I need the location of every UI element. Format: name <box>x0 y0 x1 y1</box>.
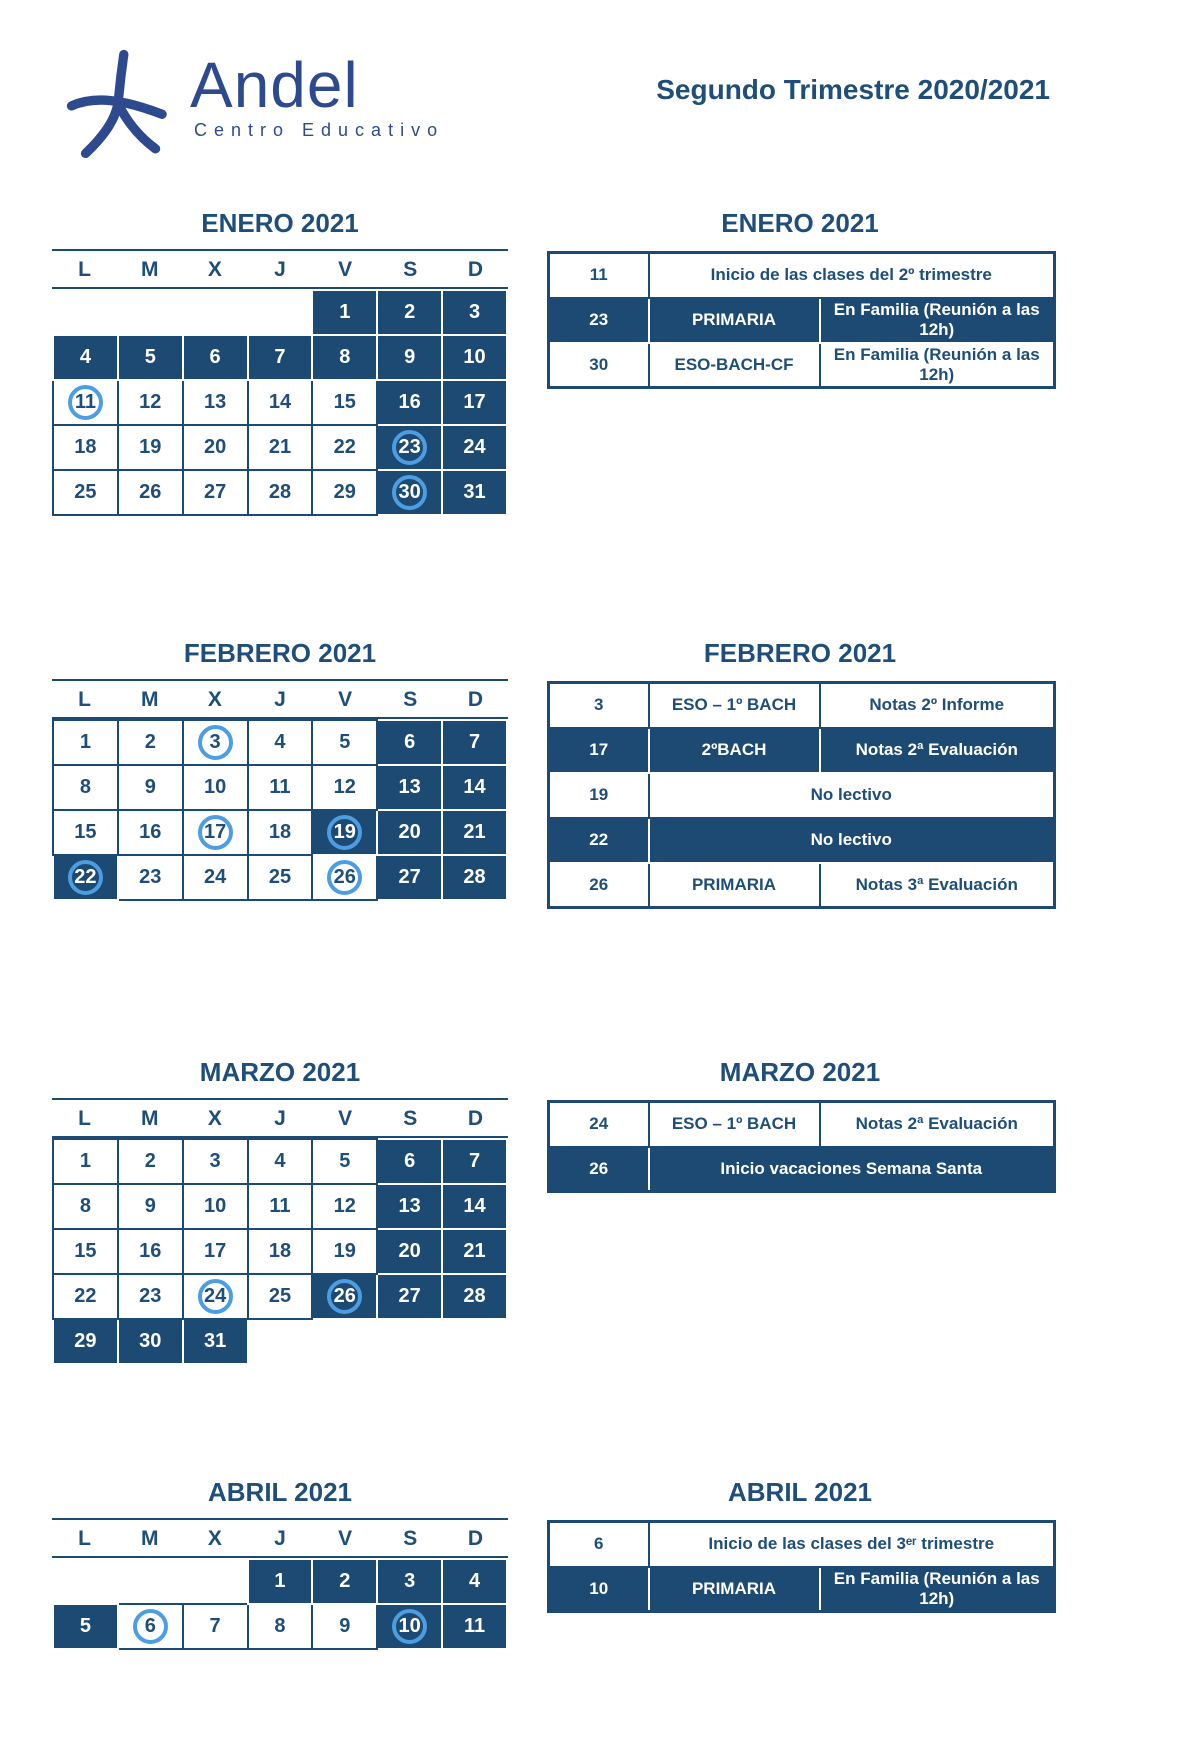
event-row <box>549 1102 1055 1147</box>
event-date-cell: 22 <box>549 818 649 863</box>
calendar-day-cell <box>183 1274 248 1319</box>
calendar-day-cell: 30 <box>118 1319 183 1364</box>
calendar-day-cell: 16 <box>118 810 183 855</box>
calendar-day-cell <box>312 855 377 900</box>
event-description-cell: No lectivo <box>649 818 1055 863</box>
event-description-cell: Inicio de las clases del 2º trimestre <box>649 253 1055 298</box>
calendar-empty-cell <box>53 1559 118 1604</box>
calendar-day-cell <box>377 1604 442 1649</box>
calendar-week-row <box>53 765 507 810</box>
weekday-label: X <box>207 1107 222 1130</box>
event-row <box>549 343 1055 388</box>
document-header <box>0 0 1200 160</box>
calendar-day-cell: 10 <box>183 1184 248 1229</box>
weekday-label: D <box>467 1107 483 1130</box>
calendar-empty-cell <box>442 1319 507 1364</box>
calendar-day-cell: 17 <box>183 1229 248 1274</box>
event-audience-cell: ESO – 1º BACH <box>649 683 820 728</box>
calendar-day-cell: 7 <box>442 1139 507 1184</box>
weekday-label: M <box>140 1107 159 1130</box>
calendar-day-cell <box>377 470 442 515</box>
event-row <box>549 253 1055 298</box>
weekday-label: J <box>274 1527 286 1550</box>
event-row <box>549 863 1055 908</box>
document-title: Segundo Trimestre 2020/2021 <box>656 74 1050 105</box>
calendar-week-row <box>53 1229 507 1274</box>
event-date-cell: 26 <box>549 863 649 908</box>
event-date-cell: 17 <box>549 728 649 773</box>
day-circle: 10 <box>392 1609 427 1644</box>
calendar-day-cell: 8 <box>312 335 377 380</box>
calendar-day-cell: 29 <box>312 470 377 515</box>
event-audience-cell: PRIMARIA <box>649 863 820 908</box>
calendar-day-cell: 22 <box>53 1274 118 1319</box>
calendar-title: ENERO 2021 <box>201 208 359 238</box>
calendar-day-cell: 5 <box>53 1604 118 1649</box>
calendar-title: MARZO 2021 <box>199 1057 361 1087</box>
calendar-day-cell: 5 <box>312 1139 377 1184</box>
calendar-day-cell: 1 <box>53 720 118 765</box>
events-table <box>547 681 1056 909</box>
weekday-label: D <box>467 688 483 711</box>
month-section <box>0 1057 1200 1365</box>
day-circle: 6 <box>133 1609 168 1644</box>
calendar-day-cell: 3 <box>377 1559 442 1604</box>
weekday-label: D <box>467 258 483 281</box>
event-description-cell: Notas 2º Informe <box>820 683 1055 728</box>
calendar-day-cell: 25 <box>248 855 313 900</box>
weekday-header <box>52 1520 508 1556</box>
calendar-day-cell: 20 <box>183 425 248 470</box>
day-circle: 3 <box>198 725 233 760</box>
calendar-day-cell: 15 <box>53 810 118 855</box>
calendar-day-cell: 20 <box>377 1229 442 1274</box>
calendar-day-cell: 2 <box>118 1139 183 1184</box>
calendar-day-cell: 3 <box>442 290 507 335</box>
calendar-day-cell: 1 <box>312 290 377 335</box>
calendar-day-cell: 31 <box>183 1319 248 1364</box>
weekday-label: V <box>338 258 353 281</box>
month-section <box>0 638 1200 909</box>
calendar-day-cell: 13 <box>377 765 442 810</box>
calendar-day-cell: 21 <box>248 425 313 470</box>
calendar-day-cell: 26 <box>118 470 183 515</box>
calendar-day-cell: 5 <box>118 335 183 380</box>
weekday-label: J <box>274 1107 286 1130</box>
event-date-cell: 30 <box>549 343 649 388</box>
calendar-day-cell: 8 <box>248 1604 313 1649</box>
calendar-empty-cell <box>377 1319 442 1364</box>
calendar-empty-cell <box>248 1319 313 1364</box>
calendar-day-cell: 8 <box>53 765 118 810</box>
calendar-day-cell: 27 <box>377 855 442 900</box>
calendar-day-cell: 28 <box>442 855 507 900</box>
event-date-cell: 24 <box>549 1102 649 1147</box>
calendar-day-cell <box>183 810 248 855</box>
day-circle: 22 <box>68 860 103 895</box>
event-date-cell: 23 <box>549 298 649 343</box>
weekday-label: J <box>274 258 286 281</box>
calendar-day-cell: 4 <box>53 335 118 380</box>
calendar-day-cell: 24 <box>442 425 507 470</box>
calendar-week-row <box>53 1604 507 1649</box>
calendar-day-cell: 29 <box>53 1319 118 1364</box>
calendar-week-row <box>53 810 507 855</box>
events-column <box>547 638 1053 909</box>
calendar-day-cell: 12 <box>312 1184 377 1229</box>
calendar-day-cell: 23 <box>118 1274 183 1319</box>
weekday-label: D <box>467 1527 483 1550</box>
calendar-week-row <box>53 290 507 335</box>
calendar-week-row <box>53 470 507 515</box>
events-table <box>547 1100 1056 1193</box>
events-table <box>547 251 1056 389</box>
event-row <box>549 1567 1055 1612</box>
calendar-day-cell: 23 <box>118 855 183 900</box>
calendar-day-cell <box>377 425 442 470</box>
event-description-cell: Inicio de las clases del 3ᵉʳ trimestre <box>649 1522 1055 1567</box>
andel-logo <box>62 42 444 160</box>
calendar-title: ABRIL 2021 <box>207 1477 353 1507</box>
calendar-day-cell: 19 <box>312 1229 377 1274</box>
calendar-day-cell: 25 <box>53 470 118 515</box>
day-circle: 19 <box>327 815 362 850</box>
calendar-week-row <box>53 1559 507 1604</box>
calendar-day-cell <box>183 720 248 765</box>
calendar-day-cell: 9 <box>312 1604 377 1649</box>
calendar-column <box>52 1477 508 1650</box>
events-title: FEBRERO 2021 <box>703 638 897 668</box>
logo-name: Andel <box>190 49 359 121</box>
calendar-empty-cell <box>312 1319 377 1364</box>
weekday-label: V <box>338 1107 353 1130</box>
calendar-day-cell: 13 <box>183 380 248 425</box>
calendar-day-cell: 6 <box>377 720 442 765</box>
calendar-week-row <box>53 1139 507 1184</box>
event-row <box>549 1147 1055 1192</box>
weekday-label: S <box>403 688 418 711</box>
weekday-header <box>52 1100 508 1136</box>
calendar-day-cell: 11 <box>442 1604 507 1649</box>
calendar-day-cell: 28 <box>248 470 313 515</box>
weekday-label: V <box>338 1527 353 1550</box>
event-description-cell: Notas 3ª Evaluación <box>820 863 1055 908</box>
calendar-day-cell <box>53 855 118 900</box>
event-description-cell: En Familia (Reunión a las 12h) <box>820 1567 1055 1612</box>
day-circle: 26 <box>327 860 362 895</box>
calendar-day-cell: 10 <box>183 765 248 810</box>
month-section <box>0 1477 1200 1650</box>
day-circle: 30 <box>392 475 427 510</box>
event-date-cell: 6 <box>549 1522 649 1567</box>
event-audience-cell: ESO-BACH-CF <box>649 343 820 388</box>
calendar-day-cell: 10 <box>442 335 507 380</box>
events-table <box>547 1520 1056 1613</box>
day-circle: 26 <box>327 1279 362 1314</box>
event-date-cell: 10 <box>549 1567 649 1612</box>
calendar-day-cell: 15 <box>312 380 377 425</box>
event-description-cell: Notas 2ª Evaluación <box>820 728 1055 773</box>
weekday-label: M <box>140 258 159 281</box>
calendar-day-cell: 16 <box>377 380 442 425</box>
calendar-day-cell: 14 <box>442 1184 507 1229</box>
weekday-label: X <box>207 1527 222 1550</box>
calendar-day-cell: 9 <box>118 765 183 810</box>
weekday-label: S <box>403 1527 418 1550</box>
weekday-label: S <box>403 1107 418 1130</box>
months-container <box>0 208 1200 1650</box>
calendar-day-cell: 12 <box>312 765 377 810</box>
calendar-day-cell: 4 <box>442 1559 507 1604</box>
calendar-day-cell: 6 <box>377 1139 442 1184</box>
calendar-day-cell: 6 <box>183 335 248 380</box>
calendar-week-row <box>53 855 507 900</box>
event-audience-cell: PRIMARIA <box>649 1567 820 1612</box>
calendar-week-row <box>53 425 507 470</box>
event-date-cell: 11 <box>549 253 649 298</box>
calendar-day-cell: 31 <box>442 470 507 515</box>
month-section <box>0 208 1200 516</box>
calendar-day-cell: 22 <box>312 425 377 470</box>
calendar-day-cell: 5 <box>312 720 377 765</box>
calendar-day-cell: 18 <box>53 425 118 470</box>
calendar-grid <box>52 1138 508 1365</box>
weekday-label: X <box>207 688 222 711</box>
calendar-week-row <box>53 1184 507 1229</box>
calendar-day-cell: 9 <box>118 1184 183 1229</box>
calendar-day-cell: 28 <box>442 1274 507 1319</box>
event-row <box>549 818 1055 863</box>
event-row <box>549 298 1055 343</box>
calendar-day-cell: 18 <box>248 810 313 855</box>
calendar-day-cell: 7 <box>248 335 313 380</box>
calendar-day-cell: 11 <box>248 765 313 810</box>
event-date-cell: 26 <box>549 1147 649 1192</box>
weekday-label: L <box>78 1527 91 1550</box>
event-description-cell: No lectivo <box>649 773 1055 818</box>
calendar-grid <box>52 1558 508 1650</box>
calendar-day-cell: 1 <box>248 1559 313 1604</box>
calendar-day-cell: 14 <box>248 380 313 425</box>
calendar-day-cell: 25 <box>248 1274 313 1319</box>
calendar-day-cell: 16 <box>118 1229 183 1274</box>
calendar-column <box>52 1057 508 1365</box>
calendar-day-cell <box>53 380 118 425</box>
event-row <box>549 1522 1055 1567</box>
calendar-day-cell: 3 <box>183 1139 248 1184</box>
weekday-label: M <box>140 1527 159 1550</box>
calendar-empty-cell <box>118 1559 183 1604</box>
event-row <box>549 773 1055 818</box>
event-row <box>549 683 1055 728</box>
event-date-cell: 3 <box>549 683 649 728</box>
calendar-day-cell: 27 <box>183 470 248 515</box>
event-row <box>549 728 1055 773</box>
calendar-day-cell: 4 <box>248 720 313 765</box>
event-description-cell: En Familia (Reunión a las 12h) <box>820 298 1055 343</box>
weekday-label: L <box>78 1107 91 1130</box>
calendar-day-cell: 15 <box>53 1229 118 1274</box>
calendar-day-cell: 21 <box>442 1229 507 1274</box>
weekday-header <box>52 681 508 717</box>
calendar-day-cell: 7 <box>442 720 507 765</box>
calendar-week-row <box>53 380 507 425</box>
calendar-day-cell: 27 <box>377 1274 442 1319</box>
day-circle: 17 <box>198 815 233 850</box>
calendar-day-cell: 7 <box>183 1604 248 1649</box>
calendar-day-cell: 2 <box>377 290 442 335</box>
weekday-label: L <box>78 258 91 281</box>
calendar-week-row <box>53 720 507 765</box>
calendar-grid <box>52 719 508 901</box>
calendar-day-cell: 17 <box>442 380 507 425</box>
calendar-day-cell: 1 <box>53 1139 118 1184</box>
events-column <box>547 1057 1053 1193</box>
calendar-empty-cell <box>118 290 183 335</box>
weekday-label: J <box>274 688 286 711</box>
calendar-empty-cell <box>183 290 248 335</box>
logo-subtitle: Centro Educativo <box>194 120 445 141</box>
event-audience-cell: 2ºBACH <box>649 728 820 773</box>
logo-text-block <box>190 42 444 141</box>
calendar-day-cell: 2 <box>118 720 183 765</box>
events-title: MARZO 2021 <box>719 1057 881 1087</box>
calendar-day-cell: 4 <box>248 1139 313 1184</box>
event-audience-cell: PRIMARIA <box>649 298 820 343</box>
calendar-grid <box>52 289 508 516</box>
day-circle: 23 <box>392 430 427 465</box>
events-column <box>547 208 1053 389</box>
weekday-label: X <box>207 258 222 281</box>
event-description-cell: Notas 2ª Evaluación <box>820 1102 1055 1147</box>
weekday-label: L <box>78 688 91 711</box>
calendar-day-cell: 24 <box>183 855 248 900</box>
calendar-week-row <box>53 1319 507 1364</box>
calendar-day-cell: 18 <box>248 1229 313 1274</box>
calendar-day-cell <box>118 1604 183 1649</box>
calendar-empty-cell <box>183 1559 248 1604</box>
calendar-week-row <box>53 335 507 380</box>
events-title: ABRIL 2021 <box>727 1477 873 1507</box>
event-date-cell: 19 <box>549 773 649 818</box>
calendar-day-cell: 11 <box>248 1184 313 1229</box>
event-description-cell: Inicio vacaciones Semana Santa <box>649 1147 1055 1192</box>
calendar-empty-cell <box>53 290 118 335</box>
weekday-label: V <box>338 688 353 711</box>
event-description-cell: En Familia (Reunión a las 12h) <box>820 343 1055 388</box>
calendar-day-cell <box>312 810 377 855</box>
calendar-day-cell: 13 <box>377 1184 442 1229</box>
weekday-label: M <box>140 688 159 711</box>
calendar-day-cell: 19 <box>118 425 183 470</box>
calendar-column <box>52 638 508 901</box>
weekday-header <box>52 251 508 287</box>
calendar-day-cell: 9 <box>377 335 442 380</box>
day-circle: 24 <box>198 1279 233 1314</box>
calendar-day-cell: 12 <box>118 380 183 425</box>
events-column <box>547 1477 1053 1613</box>
event-audience-cell: ESO – 1º BACH <box>649 1102 820 1147</box>
calendar-title: FEBRERO 2021 <box>183 638 377 668</box>
calendar-day-cell: 20 <box>377 810 442 855</box>
events-title: ENERO 2021 <box>721 208 879 238</box>
calendar-day-cell <box>312 1274 377 1319</box>
calendar-day-cell: 21 <box>442 810 507 855</box>
andel-logo-icon <box>62 48 180 160</box>
calendar-day-cell: 8 <box>53 1184 118 1229</box>
calendar-column <box>52 208 508 516</box>
calendar-day-cell: 14 <box>442 765 507 810</box>
weekday-label: S <box>403 258 418 281</box>
calendar-week-row <box>53 1274 507 1319</box>
day-circle: 11 <box>68 385 103 420</box>
calendar-day-cell: 2 <box>312 1559 377 1604</box>
calendar-empty-cell <box>248 290 313 335</box>
